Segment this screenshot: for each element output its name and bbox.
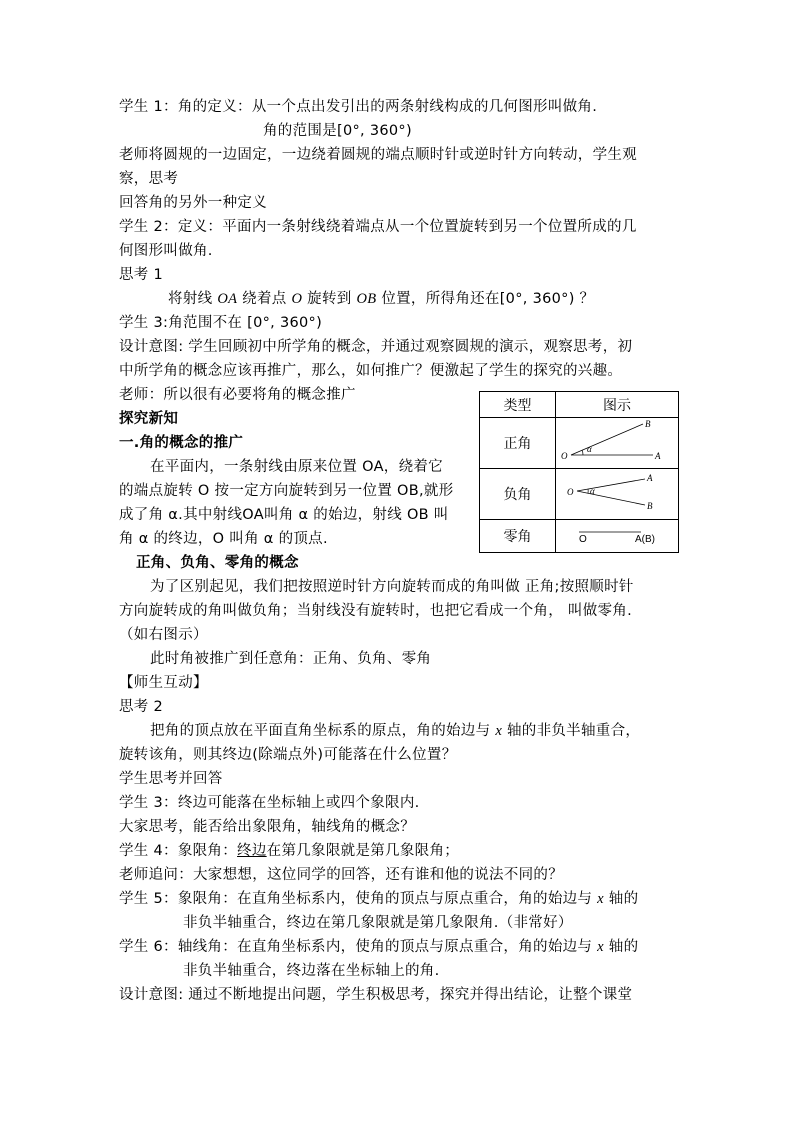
zero-angle-figure: [557, 520, 677, 548]
teacher-demo-line1: 老师将圆规的一边固定，一边绕着圆规的端点顺时针或逆时针方向转动，学生观: [119, 147, 637, 163]
table-row-negative: [480, 469, 679, 520]
quadrant-angle-prompt: 大家思考，能否给出象限角，轴线角的概念？: [119, 819, 415, 835]
label-a-b: A(B): [635, 534, 655, 545]
think2-question-line1: 把角的顶点放在平面直角坐标系的原点，角的始边与 x 轴的非负半轴重合，: [150, 723, 641, 739]
generalization-para-line4: 角 α 的终边，O 叫角 α 的顶点.: [119, 531, 328, 547]
table-row-positive: [480, 418, 679, 469]
angle-types-para-line1: 为了区别起见，我们把按照逆时针方向旋转而成的角叫做 正角;按照顺时针: [150, 579, 634, 595]
terminal-side-ray: [577, 491, 645, 505]
initial-side-ray: [577, 479, 645, 491]
teacher-demo-line2: 察，思考: [119, 171, 179, 187]
label-a: A: [655, 451, 661, 461]
header-diagram: 图示: [556, 392, 679, 418]
angle-arc: [582, 450, 583, 455]
think1-question: 将射线 OA 绕着点 O 旋转到 OB 位置，所得角还在[0°, 360°) ？: [168, 291, 595, 307]
header-type: 类型: [480, 392, 556, 418]
label-b: B: [645, 419, 651, 429]
design-intent2: 设计意图: 通过不断地提出问题，学生积极思考，探究并得出结论，让整个课堂: [119, 987, 633, 1003]
student1-definition: 学生 1：角的定义：从一个点出发引出的两条射线构成的几何图形叫做角.: [119, 99, 598, 115]
student5-quadrant-line2: 非负半轴重合，终边在第几象限就是第几象限角.（非常好）: [183, 915, 573, 931]
student3-terminal-side: 学生 3：终边可能落在坐标轴上或四个象限内.: [119, 795, 420, 811]
label-o: O: [579, 534, 587, 545]
student2-definition-line1: 学生 2：定义：平面内一条射线绕着端点从一个位置旋转到另一个位置所成的几: [119, 219, 637, 235]
think2-heading: 思考 2: [119, 699, 164, 715]
zero-angle-diagram: [556, 520, 679, 553]
negative-angle-diagram: [556, 469, 679, 520]
teacher-conclusion: 老师：所以很有必要将角的概念推广: [119, 387, 356, 403]
student4-quadrant-angle: 学生 4：象限角：终边在第几象限就是第几象限角；: [119, 843, 460, 859]
table-header-row: [480, 392, 679, 418]
arbitrary-angle-summary: 此时角被推广到任意角：正角、负角、零角: [150, 651, 432, 667]
generalization-para-line2: 的端点旋转 O 按一定方向旋转到另一位置 OB,就形: [119, 483, 454, 499]
student5-quadrant-line1: 学生 5：象限角：在直角坐标系内，使角的顶点与原点重合，角的始边与 x 轴的: [119, 891, 639, 907]
positive-angle-figure: [557, 418, 677, 464]
label-alpha: α: [590, 486, 595, 496]
student6-axis-line2: 非负半轴重合，终边落在坐标轴上的角.: [183, 963, 440, 979]
label-o: O: [561, 451, 568, 461]
subheading-angle-types: 正角、负角、零角的概念: [136, 555, 299, 571]
label-b: B: [647, 501, 653, 511]
label-o: O: [567, 487, 574, 497]
section-heading-generalization: 一.角的概念的推广: [119, 435, 244, 451]
table-row-zero: [480, 520, 679, 553]
generalization-para-line1: 在平面内，一条射线由原来位置 OA，绕着它: [150, 459, 443, 475]
student3-answer: 学生 3:角范围不在 [0°, 360°): [119, 315, 323, 331]
design-intent1-line1: 设计意图: 学生回顾初中所学角的概念，并通过观察圆规的演示，观察思考，初: [119, 339, 633, 355]
type-zero-angle: 零角: [480, 520, 556, 553]
think2-question-line2: 旋转该角，则其终边(除端点外)可能落在什么位置？: [119, 747, 457, 763]
negative-angle-figure: [557, 469, 677, 515]
student6-axis-line1: 学生 6：轴线角：在直角坐标系内，使角的顶点与原点重合，角的始边与 x 轴的: [119, 939, 639, 955]
students-think: 学生思考并回答: [119, 771, 223, 787]
think1-heading: 思考 1: [119, 267, 164, 283]
angle-types-para-line2: 方向旋转成的角叫做负角；当射线没有旋转时，也把它看成一个角， 叫做零角.: [119, 603, 633, 619]
type-positive-angle: 正角: [480, 418, 556, 469]
design-intent1-line2: 中所学角的概念应该再推广，那么，如何推广？便激起了学生的探究的兴趣。: [119, 363, 623, 379]
angle-types-para-line3: （如右图示）: [119, 627, 208, 643]
section-heading-explore: 探究新知: [119, 411, 179, 427]
angle-types-table: [479, 391, 679, 553]
student2-definition-line2: 何图形叫做角.: [119, 243, 213, 259]
positive-angle-diagram: [556, 418, 679, 469]
label-alpha: α: [587, 444, 592, 454]
another-definition-prompt: 回答角的另外一种定义: [119, 195, 267, 211]
angle-range: 角的范围是[0°, 360°): [263, 123, 412, 139]
interaction-heading: 【师生互动】: [119, 675, 208, 691]
generalization-para-line3: 成了角 α.其中射线OA叫角 α 的始边，射线 OB 叫: [119, 507, 449, 523]
label-a: A: [647, 473, 653, 483]
teacher-followup: 老师追问：大家想想，这位同学的回答，还有谁和他的说法不同的？: [119, 867, 563, 883]
type-negative-angle: 负角: [480, 469, 556, 520]
